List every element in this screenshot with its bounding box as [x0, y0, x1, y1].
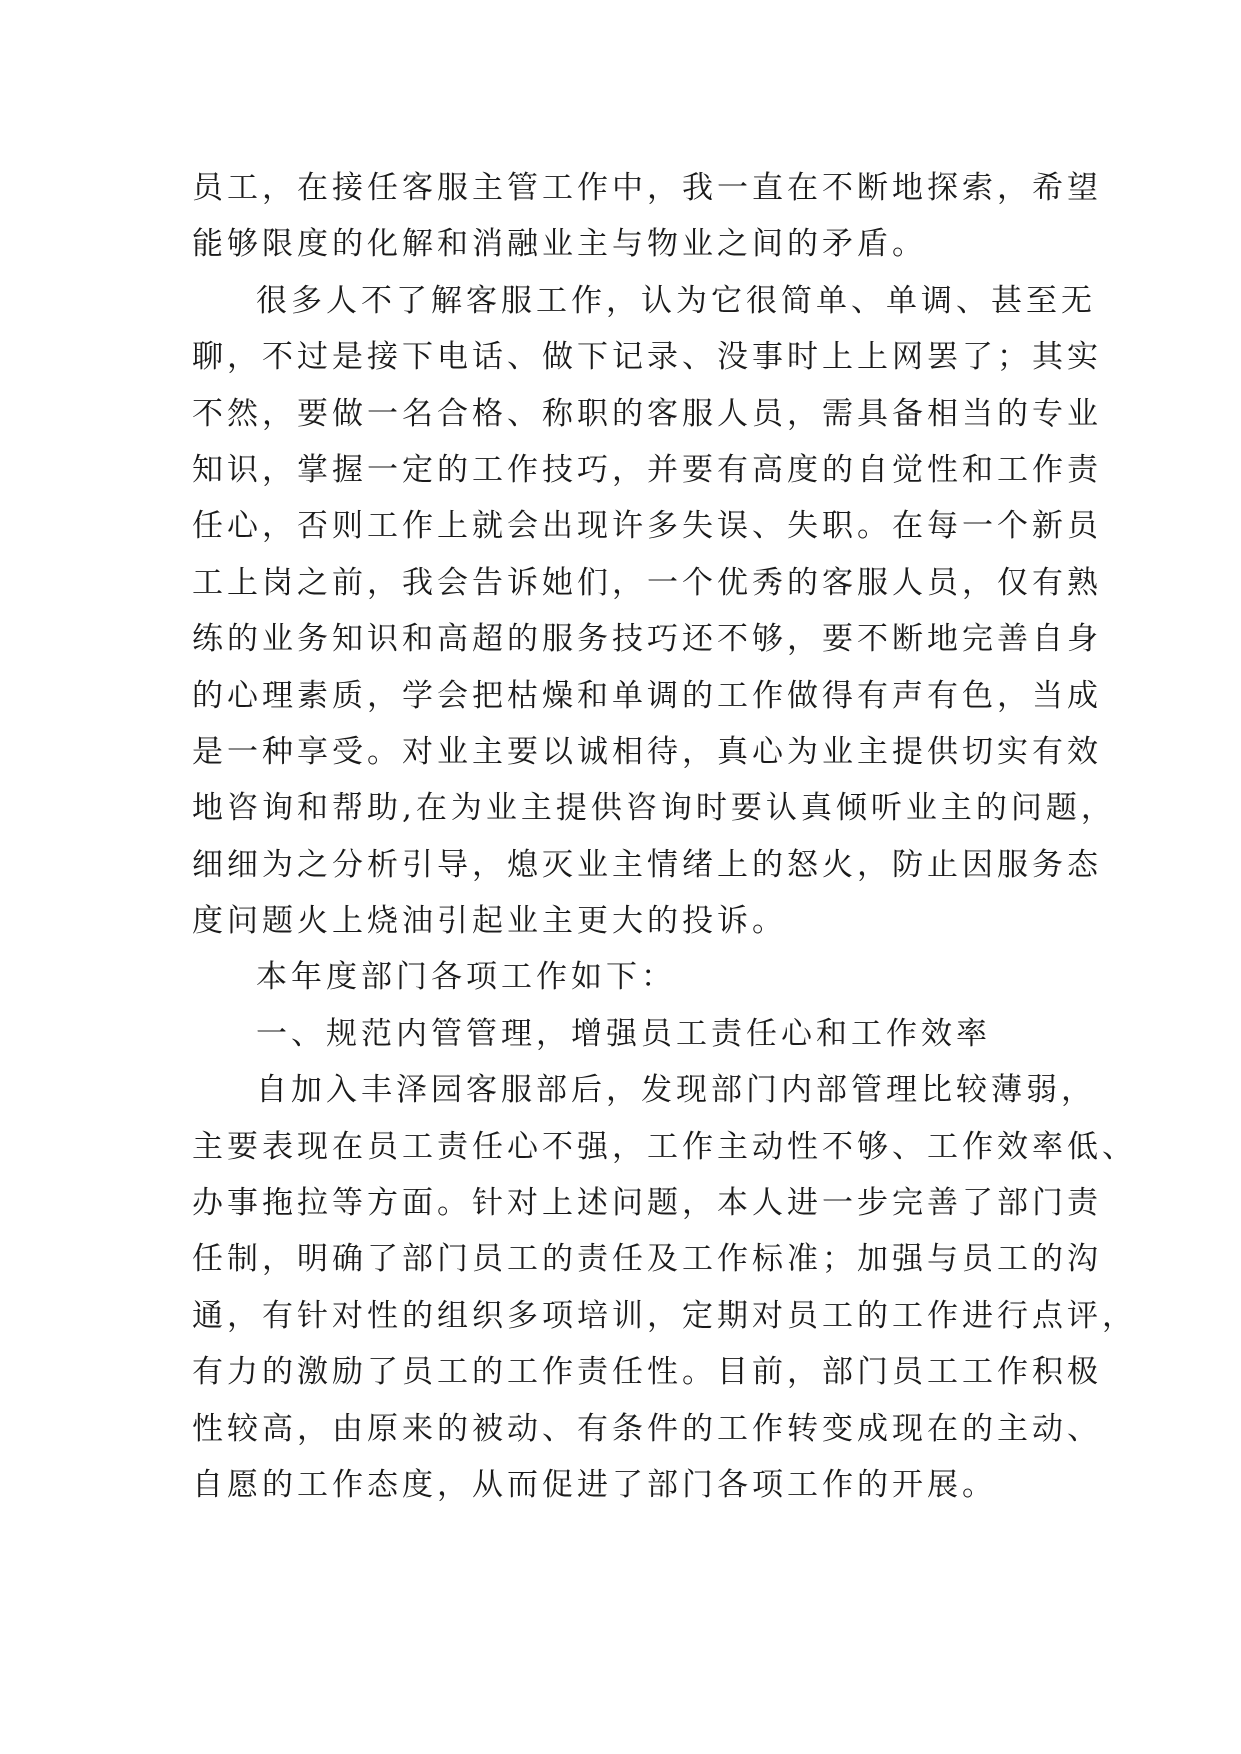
text-line: 能够限度的化解和消融业主与物业之间的矛盾。: [192, 226, 927, 263]
text-line: 聊，不过是接下电话、做下记录、没事时上上网罢了；其实: [192, 339, 1102, 376]
text-line: 通，有针对性的组织多项培训，定期对员工的工作进行点评，: [192, 1297, 1137, 1334]
text-line: 办事拖拉等方面。针对上述问题，本人进一步完善了部门责: [192, 1185, 1102, 1222]
text-line: 知识，掌握一定的工作技巧，并要有高度的自觉性和工作责: [192, 451, 1102, 488]
text-line: 练的业务知识和高超的服务技巧还不够，要不断地完善自身: [192, 621, 1102, 658]
text-line: 员工，在接任客服主管工作中，我一直在不断地探索，希望: [192, 170, 1102, 206]
text-line: 不然，要做一名合格、称职的客服人员，需具备相当的专业: [192, 395, 1102, 432]
text-line: 任制，明确了部门员工的责任及工作标准；加强与员工的沟: [192, 1241, 1102, 1278]
section-heading: 一、规范内管管理，增强员工责任心和工作效率: [256, 1015, 991, 1052]
paragraph-start-line: 本年度部门各项工作如下：: [256, 959, 676, 996]
text-line: 细细为之分析引导，熄灭业主情绪上的怒火，防止因服务态: [192, 846, 1102, 883]
text-line: 性较高，由原来的被动、有条件的工作转变成现在的主动、: [192, 1410, 1102, 1447]
text-line: 工上岗之前，我会告诉她们，一个优秀的客服人员，仅有熟: [192, 564, 1102, 601]
text-line: 自愿的工作态度，从而促进了部门各项工作的开展。: [192, 1466, 997, 1503]
paragraph-start-line: 很多人不了解客服工作，认为它很简单、单调、甚至无: [256, 282, 1096, 319]
text-line: 有力的激励了员工的工作责任性。目前，部门员工工作积极: [192, 1354, 1102, 1391]
text-line: 任心，否则工作上就会出现许多失误、失职。在每一个新员: [192, 508, 1102, 545]
text-line: 主要表现在员工责任心不强，工作主动性不够、工作效率低、: [192, 1128, 1137, 1165]
text-line: 是一种享受。对业主要以诚相待，真心为业主提供切实有效: [192, 733, 1102, 770]
body-text: [192, 160, 1137, 1513]
text-line: 地咨询和帮助,在为业主提供咨询时要认真倾听业主的问题，: [192, 790, 1116, 827]
text-line: 度问题火上烧油引起业主更大的投诉。: [192, 903, 787, 940]
text-line: 的心理素质，学会把枯燥和单调的工作做得有声有色，当成: [192, 677, 1102, 714]
paragraph-start-line: 自加入丰泽园客服部后，发现部门内部管理比较薄弱，: [256, 1072, 1096, 1109]
